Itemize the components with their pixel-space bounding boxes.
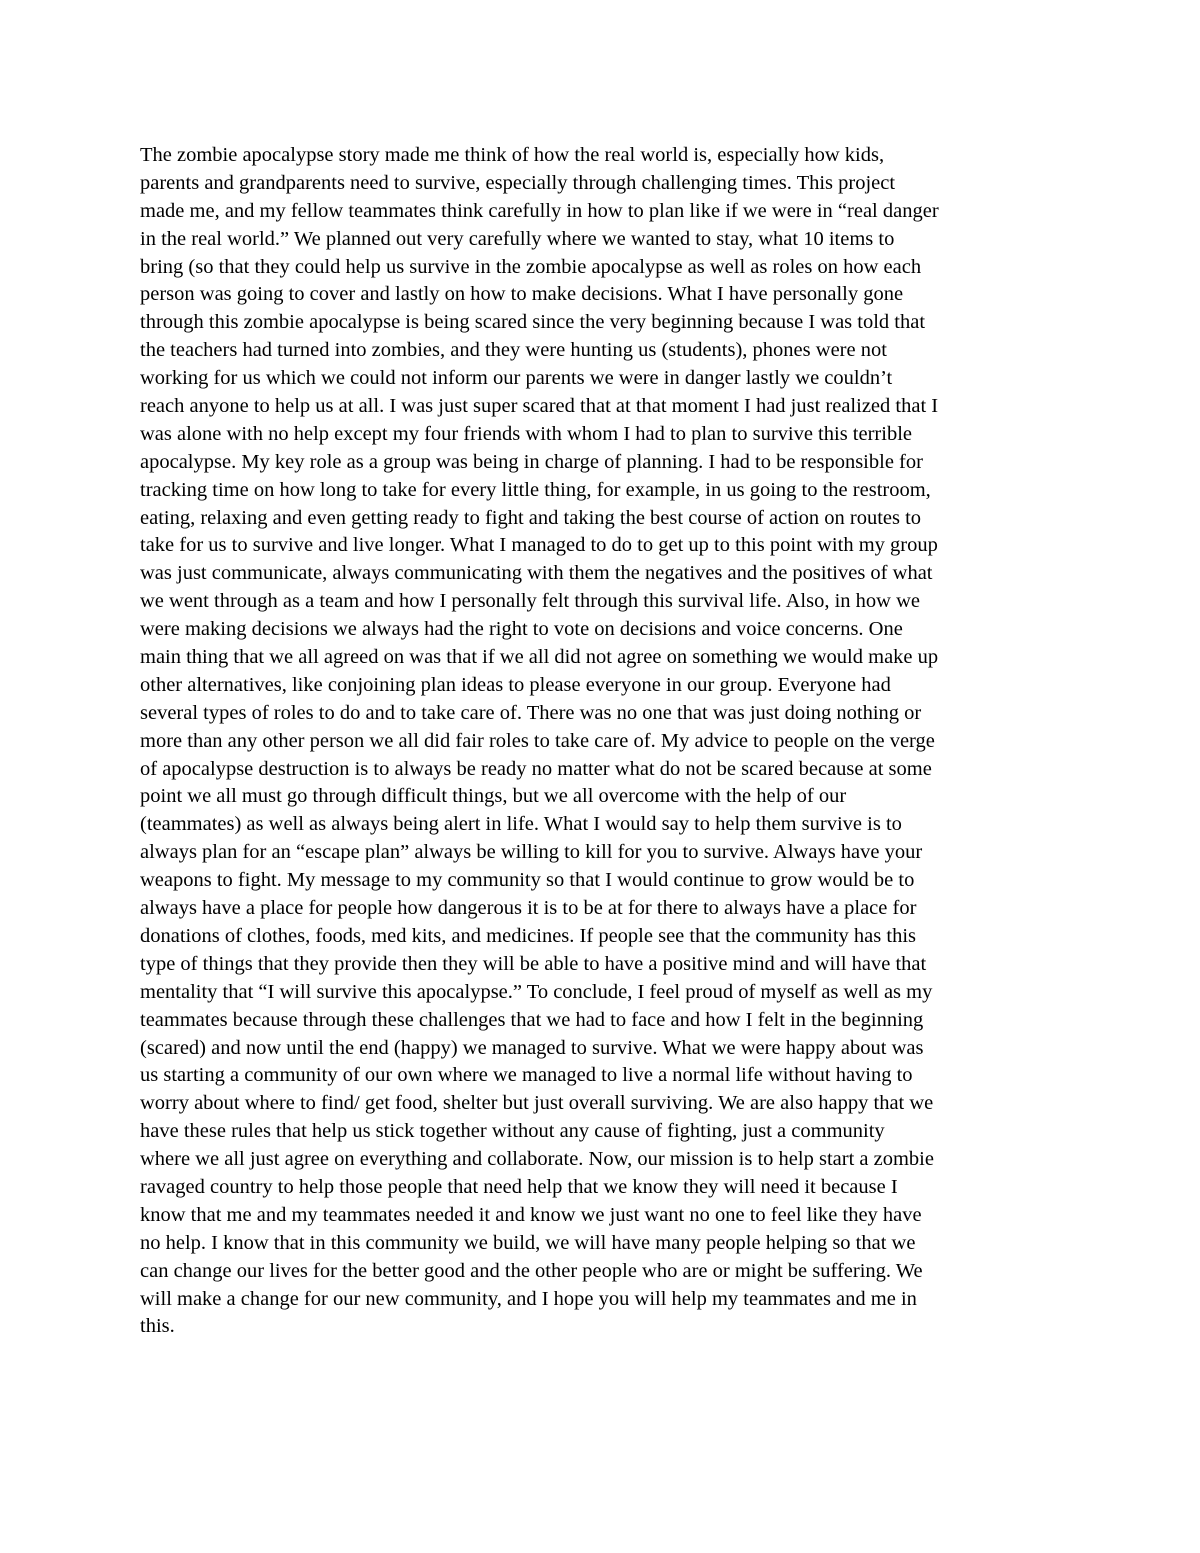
paragraph-line: apocalypse. My key role as a group was being in charge of planning. I had to be responsible for	[140, 450, 923, 473]
paragraph-line: were making decisions we always had the right to vote on decisions and voice concerns. One	[140, 618, 903, 641]
paragraph-line: of apocalypse destruction is to always be ready no matter what do not be scared because at some	[140, 757, 932, 780]
paragraph-line: weapons to fight. My message to my community so that I would continue to grow would be to	[140, 869, 915, 892]
paragraph-line: mentality that “I will survive this apocalypse.” To conclude, I feel proud of myself as well as my	[140, 980, 933, 1003]
paragraph-line: tracking time on how long to take for every little thing, for example, in us going to the restroom,	[140, 478, 931, 501]
paragraph-line: always have a place for people how dangerous it is to be at for there to always have a place for	[140, 897, 917, 920]
paragraph-line: point we all must go through difficult things, but we all overcome with the help of our	[140, 785, 847, 808]
paragraph-line: was alone with no help except my four friends with whom I had to plan to survive this terrible	[140, 422, 912, 445]
paragraph-line: in the real world.” We planned out very carefully where we wanted to stay, what 10 items to	[140, 227, 895, 250]
paragraph-line: know that me and my teammates needed it and know we just want no one to feel like they have	[140, 1203, 922, 1226]
paragraph-line: several types of roles to do and to take care of. There was no one that was just doing nothing or	[140, 701, 922, 724]
paragraph-line: donations of clothes, foods, med kits, and medicines. If people see that the community has this	[140, 924, 916, 947]
paragraph-line: bring (so that they could help us survive in the zombie apocalypse as well as roles on how each	[140, 255, 922, 278]
paragraph-line: made me, and my fellow teammates think carefully in how to plan like if we were in “real danger	[140, 199, 939, 222]
paragraph-line: type of things that they provide then they will be able to have a positive mind and will have that	[140, 952, 927, 975]
paragraph-line: teammates because through these challenges that we had to face and how I felt in the beginning	[140, 1008, 924, 1031]
paragraph-line: through this zombie apocalypse is being scared since the very beginning because I was told that	[140, 311, 926, 334]
paragraph-line: (scared) and now until the end (happy) we managed to survive. What we were happy about was	[140, 1036, 924, 1059]
paragraph-line: this.	[140, 1315, 175, 1338]
paragraph-line: always plan for an “escape plan” always be willing to kill for you to survive. Always have your	[140, 841, 923, 864]
essay-paragraph	[140, 142, 1090, 1341]
paragraph-line: main thing that we all agreed on was that if we all did not agree on something we would make up	[140, 646, 939, 669]
paragraph-line: us starting a community of our own where we managed to live a normal life without having to	[140, 1064, 913, 1087]
paragraph-line: worry about where to find/ get food, shelter but just overall surviving. We are also happy that we	[140, 1092, 934, 1115]
paragraph-line: ravaged country to help those people that need help that we know they will need it because I	[140, 1175, 898, 1198]
paragraph-line: no help. I know that in this community we build, we will have many people helping so that we	[140, 1231, 916, 1254]
paragraph-line: parents and grandparents need to survive, especially through challenging times. This project	[140, 171, 896, 194]
paragraph-line: where we all just agree on everything and collaborate. Now, our mission is to help start a zombie	[140, 1148, 934, 1171]
paragraph-line: more than any other person we all did fair roles to take care of. My advice to people on the verge	[140, 729, 935, 752]
paragraph-line: working for us which we could not inform our parents we were in danger lastly we couldn’t	[140, 367, 893, 390]
paragraph-line: The zombie apocalypse story made me think of how the real world is, especially how kids,	[140, 144, 885, 166]
paragraph-line: reach anyone to help us at all. I was just super scared that at that moment I had just realized that I	[140, 395, 939, 418]
paragraph-line: person was going to cover and lastly on how to make decisions. What I have personally gone	[140, 283, 904, 306]
paragraph-line: we went through as a team and how I personally felt through this survival life. Also, in how we	[140, 590, 920, 613]
paragraph-line: have these rules that help us stick together without any cause of fighting, just a community	[140, 1120, 885, 1143]
paragraph-line: can change our lives for the better good and the other people who are or might be suffering. We	[140, 1259, 923, 1282]
paragraph-line: other alternatives, like conjoining plan ideas to please everyone in our group. Everyone had	[140, 673, 891, 696]
paragraph-line: was just communicate, always communicating with them the negatives and the positives of what	[140, 562, 933, 585]
paragraph-line: will make a change for our new community, and I hope you will help my teammates and me in	[140, 1287, 917, 1310]
paragraph-line: eating, relaxing and even getting ready to fight and taking the best course of action on routes to	[140, 506, 922, 529]
paragraph-line: the teachers had turned into zombies, and they were hunting us (students), phones were not	[140, 339, 887, 362]
paragraph-line: take for us to survive and live longer. What I managed to do to get up to this point with my group	[140, 534, 938, 557]
paragraph-line: (teammates) as well as always being alert in life. What I would say to help them survive is to	[140, 813, 902, 836]
